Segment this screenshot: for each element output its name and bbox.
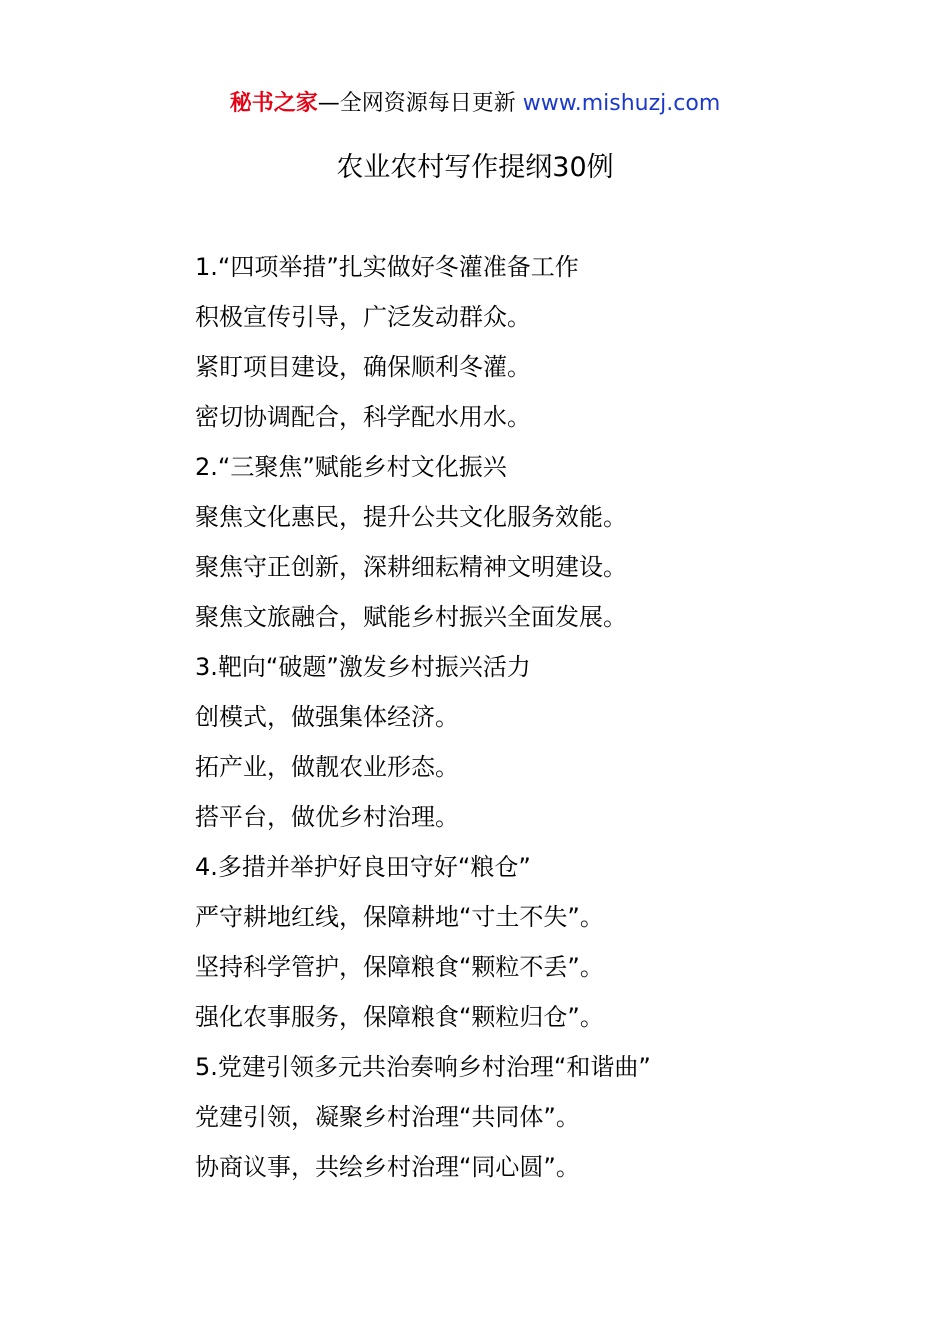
brand-name: 秘书之家 <box>229 91 318 116</box>
outline-line: 党建引领，凝聚乡村治理“共同体”。 <box>195 1103 580 1131</box>
outline-line: 坚持科学管护，保障粮食“颗粒不丢”。 <box>195 953 604 981</box>
outline-line: 协商议事，共绘乡村治理“同心圆”。 <box>195 1153 580 1181</box>
outline-line: 强化农事服务，保障粮食“颗粒归仓”。 <box>195 1003 604 1031</box>
outline-line: 紧盯项目建设，确保顺利冬灌。 <box>195 353 531 381</box>
document-body <box>195 246 915 1196</box>
outline-line: 搭平台，做优乡村治理。 <box>195 803 459 831</box>
outline-heading-1: 1.“四项举措”扎实做好冬灌准备工作 <box>195 253 579 281</box>
outline-line: 聚焦文旅融合，赋能乡村振兴全面发展。 <box>195 603 627 631</box>
document-title: 农业农村写作提纲30例 <box>336 152 614 183</box>
outline-heading-3: 3.靶向“破题”激发乡村振兴活力 <box>195 653 531 681</box>
outline-line: 拓产业，做靓农业形态。 <box>195 753 459 781</box>
outline-heading-4: 4.多措并举护好良田守好“粮仓” <box>195 853 531 881</box>
outline-line: 密切协调配合，科学配水用水。 <box>195 403 531 431</box>
outline-heading-5: 5.党建引领多元共治奏响乡村治理“和谐曲” <box>195 1053 651 1081</box>
outline-line: 严守耕地红线，保障耕地“寸土不失”。 <box>195 903 604 931</box>
outline-line: 聚焦文化惠民，提升公共文化服务效能。 <box>195 503 627 531</box>
outline-heading-2: 2.“三聚焦”赋能乡村文化振兴 <box>195 453 507 481</box>
site-url-link[interactable]: www.mishuzj.com <box>522 91 721 116</box>
outline-line: 积极宣传引导，广泛发动群众。 <box>195 303 531 331</box>
outline-line: 创模式，做强集体经济。 <box>195 703 459 731</box>
site-header <box>0 88 950 120</box>
outline-line: 聚焦守正创新，深耕细耘精神文明建设。 <box>195 553 627 581</box>
header-tagline: —全网资源每日更新 <box>317 91 523 116</box>
